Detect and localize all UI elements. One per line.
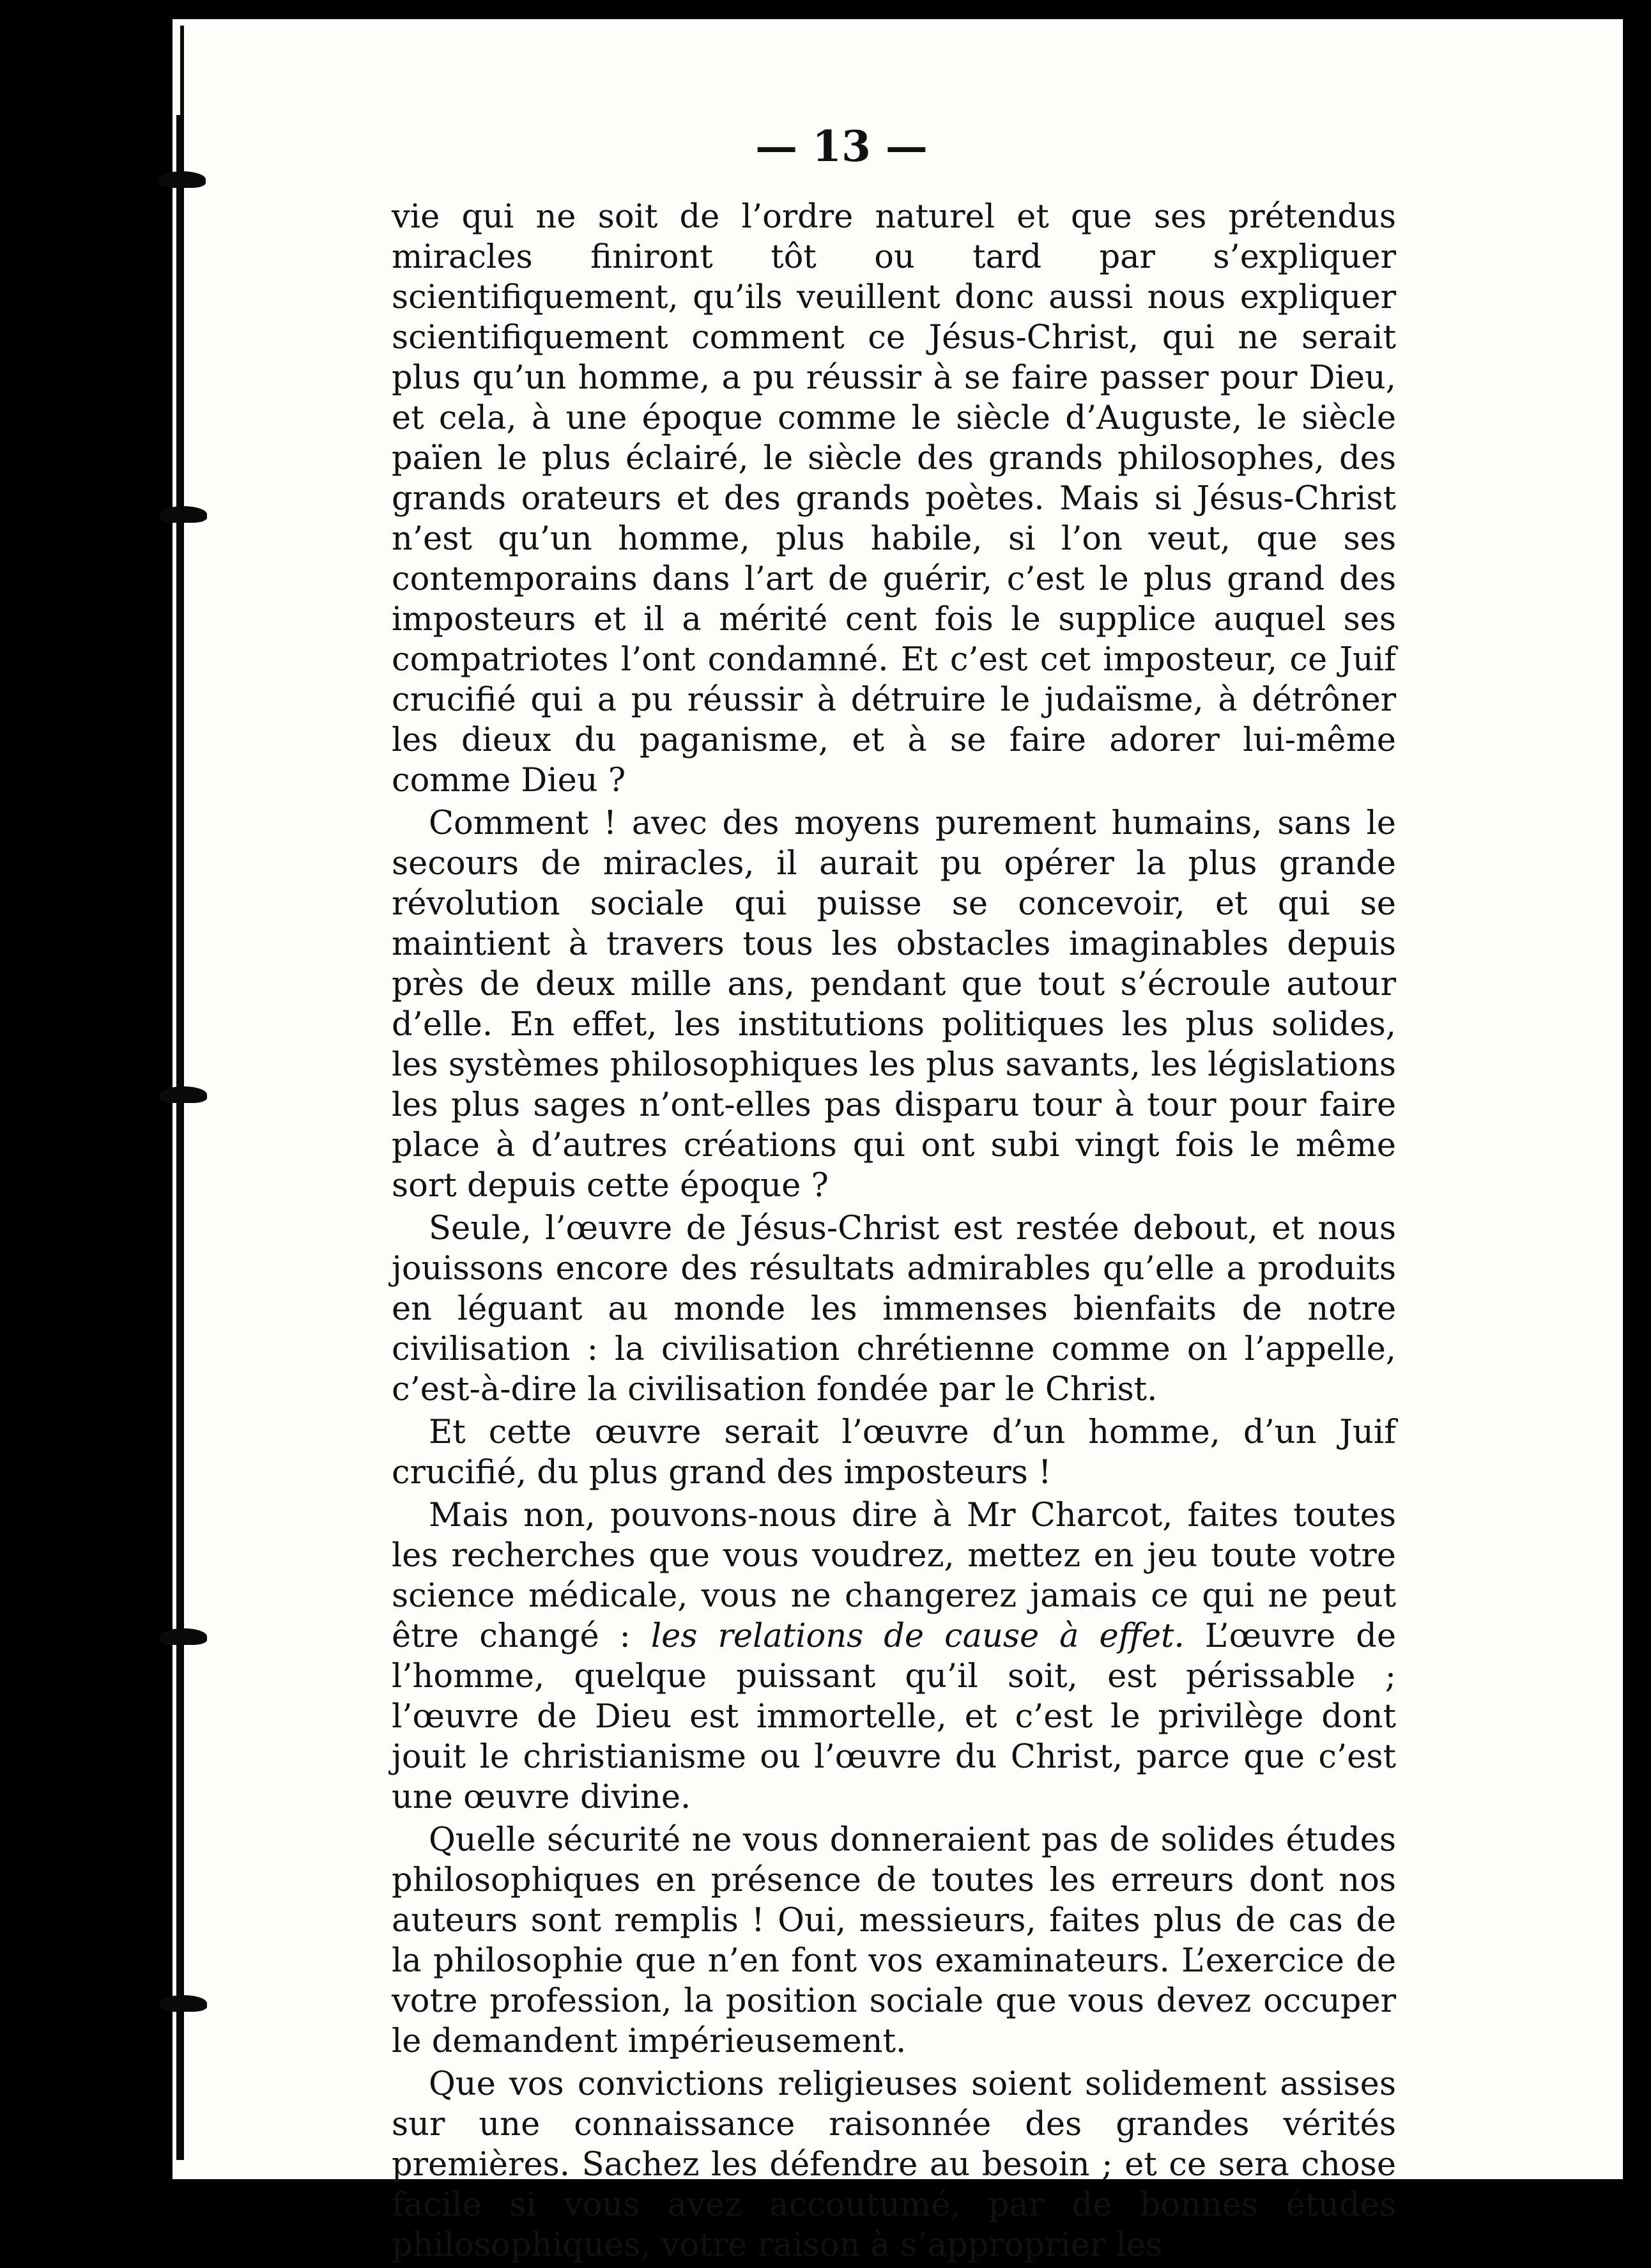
- paragraph-4: Et cette œuvre serait l’œuvre d’un homme, d’un Juif crucifié, du plus grand des imposteurs !: [392, 1414, 1396, 1492]
- paragraph-2: Comment ! avec des moyens purement humains, sans le secours de miracles, il aurait pu opérer la plus grande révolution sociale qui puisse se concevoir, et qui se maintient à travers tous les obstacles imaginables depuis près de deux mille ans, pendant que tout s’écroule autour d’elle. En effet, les institutions politiques les plus solides, les systèmes philosophiques les plus savants, les législations les plus sages n’ont-elles pas disparu tour à tour pour faire place à d’autres créations qui ont subi vingt fois le même sort depuis cette époque ?: [392, 805, 1396, 1205]
- paragraph-5: [392, 1495, 1396, 1817]
- paragraph-5-emphasis: les relations de cause à effet.: [650, 1617, 1185, 1655]
- paragraph-5-text-after: L’œuvre de l’homme, quelque puissant qu’il soit, est périssable ; l’œuvre de Dieu est immortelle, et c’est le privilège dont jouit le christianisme ou l’œuvre du Christ, parce que c’est une œuvre divine.: [392, 1617, 1397, 1816]
- page-number: — 13 —: [755, 121, 928, 171]
- paragraph-6: Quelle sécurité ne vous donneraient pas de solides études philosophiques en présence de toutes les erreurs dont nos auteurs sont remplis ! Oui, messieurs, faites plus de cas de la philosophie que n’en font vos examinateurs. L’exercice de votre profession, la position sociale que vous devez occuper le demandent impérieusement.: [392, 1821, 1396, 2060]
- binding-stitch-4: [160, 1628, 207, 1645]
- binding-stitch-1: [158, 171, 206, 188]
- binding-stitch-5: [160, 1995, 207, 2012]
- binding-stitch-3: [160, 1086, 207, 1103]
- paragraph-7: Que vos convictions religieuses soient solidement assises sur une connaissance raisonnée des grandes vérités premières. Sachez les défendre au besoin ; et ce sera chose facile si vous avez accoutumé, par de bonnes études philosophiques, votre raison à s’approprier les: [392, 2065, 1396, 2264]
- body-text: [392, 197, 1396, 2268]
- binding-edge: [176, 115, 184, 2160]
- binding-stitch-2: [160, 506, 207, 523]
- paragraph-5-text-before: Mais non, pouvons-nous dire à Mr Charcot, faites toutes les recherches que vous voudrez, mettez en jeu toute votre science médicale, vous ne changerez jamais ce qui ne peut être changé :: [392, 1497, 1396, 1655]
- paragraph-3: Seule, l’œuvre de Jésus-Christ est restée debout, et nous jouissons encore des résultats admirables qu’elle a produits en léguant au monde les immenses bienfaits de notre civilisation : la civilisation chrétienne comme on l’appelle, c’est-à-dire la civilisation fondée par le Christ.: [392, 1210, 1396, 1408]
- paragraph-1: vie qui ne soit de l’ordre naturel et que ses prétendus miracles finiront tôt ou tard par s’expliquer scientifiquement, qu’ils veuillent donc aussi nous expliquer scientifiquement comment ce Jésus-Christ, qui ne serait plus qu’un homme, a pu réussir à se faire passer pour Dieu, et cela, à une époque comme le siècle d’Auguste, le siècle païen le plus éclairé, le siècle des grands philosophes, des grands orateurs et des grands poètes. Mais si Jésus-Christ n’est qu’un homme, plus habile, si l’on veut, que ses contemporains dans l’art de guérir, c’est le plus grand des imposteurs et il a mérité cent fois le supplice auquel ses compatriotes l’ont condamné. Et c’est cet imposteur, ce Juif crucifié qui a pu réussir à détruire le judaïsme, à détrôner les dieux du paganisme, et à se faire adorer lui-même comme Dieu ?: [392, 198, 1396, 799]
